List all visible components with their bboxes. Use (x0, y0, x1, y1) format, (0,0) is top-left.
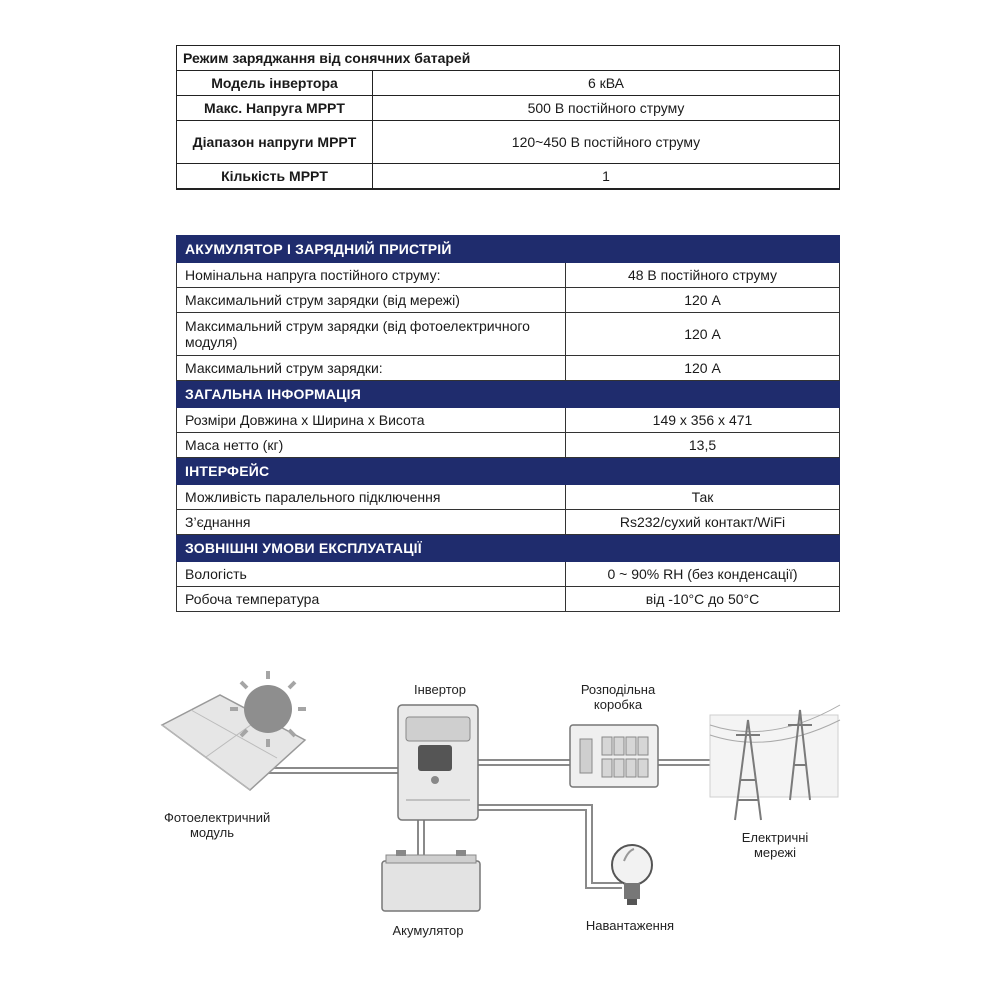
row-label: Макс. Напруга MPPT (177, 96, 373, 121)
table-row (177, 313, 840, 356)
table-row (177, 562, 840, 587)
table-row (177, 71, 840, 96)
table-row (177, 96, 840, 121)
section-title: ЗАГАЛЬНА ІНФОРМАЦІЯ (177, 381, 840, 408)
row-label: Номінальна напруга постійного струму: (177, 263, 566, 288)
table-row (177, 485, 840, 510)
row-label: Розміри Довжина х Ширина х Висота (177, 408, 566, 433)
solar-charging-table (176, 45, 840, 190)
table-title: Режим заряджання від сонячних батарей (177, 46, 840, 71)
row-value: 0 ~ 90% RH (без конденсації) (566, 562, 840, 587)
table-row (177, 356, 840, 381)
section-header-general (177, 381, 840, 408)
load-label: Навантаження (585, 918, 675, 933)
row-value: 120 А (566, 313, 840, 356)
battery-label: Акумулятор (392, 923, 464, 938)
row-label: Максимальний струм зарядки (від мережі) (177, 288, 566, 313)
row-value: 120~450 В постійного струму (373, 121, 840, 164)
system-diagram (150, 665, 870, 965)
section-title: ІНТЕРФЕЙС (177, 458, 840, 485)
light-bulb-icon (612, 845, 652, 905)
row-label: Кількість MPPT (177, 164, 373, 190)
row-value: 500 В постійного струму (373, 96, 840, 121)
row-value: 120 А (566, 356, 840, 381)
table-row (177, 408, 840, 433)
table-row (177, 510, 840, 535)
row-value: 13,5 (566, 433, 840, 458)
row-value: Rs232/сухий контакт/WiFi (566, 510, 840, 535)
section-title: АКУМУЛЯТОР І ЗАРЯДНИЙ ПРИСТРІЙ (177, 236, 840, 263)
inverter-label: Інвертор (414, 682, 466, 697)
pv-module-label: Фотоелектричний модуль (164, 810, 271, 840)
section-header-interface (177, 458, 840, 485)
row-value: 48 В постійного струму (566, 263, 840, 288)
section-title: ЗОВНІШНІ УМОВИ ЕКСПЛУАТАЦІЇ (177, 535, 840, 562)
grid-towers-icon (710, 705, 840, 820)
row-label: Маса нетто (кг) (177, 433, 566, 458)
row-label: Максимальний струм зарядки (від фотоелектричного модуля) (177, 313, 566, 356)
table-row (177, 587, 840, 612)
table-row (177, 164, 840, 190)
row-label: Діапазон напруги MPPT (177, 121, 373, 164)
row-value: 120 А (566, 288, 840, 313)
row-label: Модель інвертора (177, 71, 373, 96)
row-label: Робоча температура (177, 587, 566, 612)
table-row (177, 288, 840, 313)
table-row (177, 263, 840, 288)
row-label: Вологість (177, 562, 566, 587)
row-label: Можливість паралельного підключення (177, 485, 566, 510)
row-value: 6 кВА (373, 71, 840, 96)
specifications-table (176, 235, 840, 612)
grid-label: Електричні мережі (741, 830, 809, 860)
table-row (177, 121, 840, 164)
table-row (177, 433, 840, 458)
row-label: З’єднання (177, 510, 566, 535)
section-header-environment (177, 535, 840, 562)
row-label: Максимальний струм зарядки: (177, 356, 566, 381)
row-value: 149 x 356 x 471 (566, 408, 840, 433)
inverter-icon (398, 705, 478, 820)
row-value: від -10°C до 50°C (566, 587, 840, 612)
table-title-row (177, 46, 840, 71)
distribution-box-label: Розподільна коробка (580, 682, 656, 712)
distribution-box-icon (570, 725, 658, 787)
row-value: Так (566, 485, 840, 510)
section-header-battery (177, 236, 840, 263)
row-value: 1 (373, 164, 840, 190)
battery-icon (382, 850, 480, 911)
